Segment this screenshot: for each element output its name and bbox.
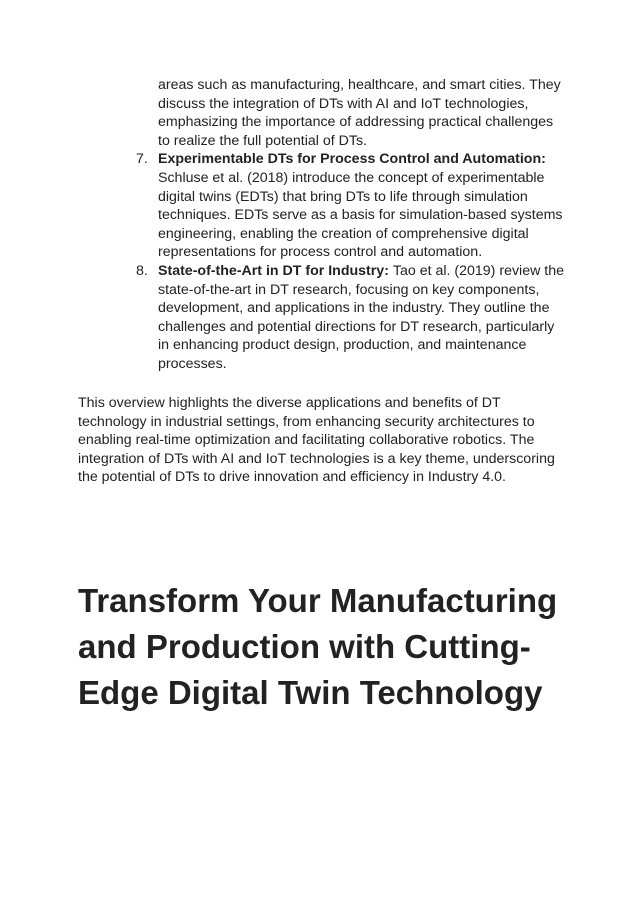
list-item-7 [136,150,566,262]
summary-paragraph: This overview highlights the diverse applications and benefits of DT technology in industrial settings, from enhancing security architectures to enabling real-time optimization and facilitating collaborative robotics. The integration of DTs with AI and IoT technologies is a key theme, underscoring the potential of DTs to drive innovation and efficiency in Industry 4.0. [78,395,555,486]
list-item-number: 7. [136,151,148,168]
section-headline: Transform Your Manufacturing and Production with Cutting-Edge Digital Twin Technology [78,582,558,711]
numbered-list [136,76,566,374]
list-item-text: Schluse et al. (2018) introduce the concept of experimentable digital twins (EDTs) that bring DTs to life through simulation techniques. EDTs serve as a basis for simulation-based systems engineering, enabling the creation of comprehensive digital representations for process control and automation. [158,169,563,261]
list-item-text: Tao et al. (2019) review the state-of-the-art in DT research, focusing on key components, development, and applications in the industry. They outline the challenges and potential directions for DT research, particularly in enhancing product design, production, and maintenance processes. [158,262,565,372]
list-item-number: 8. [136,262,148,279]
list-item-title: Experimentable DTs for Process Control and Automation: [158,151,546,168]
list-item-title: State-of-the-Art in DT for Industry: [158,262,393,279]
list-item-continuation: areas such as manufacturing, healthcare, and smart cities. They discuss the integration of DTs with AI and IoT technologies, emphasizing the importance of addressing practical challenges to realize the full potential of DTs. [158,77,561,149]
list-item-8 [136,262,566,374]
